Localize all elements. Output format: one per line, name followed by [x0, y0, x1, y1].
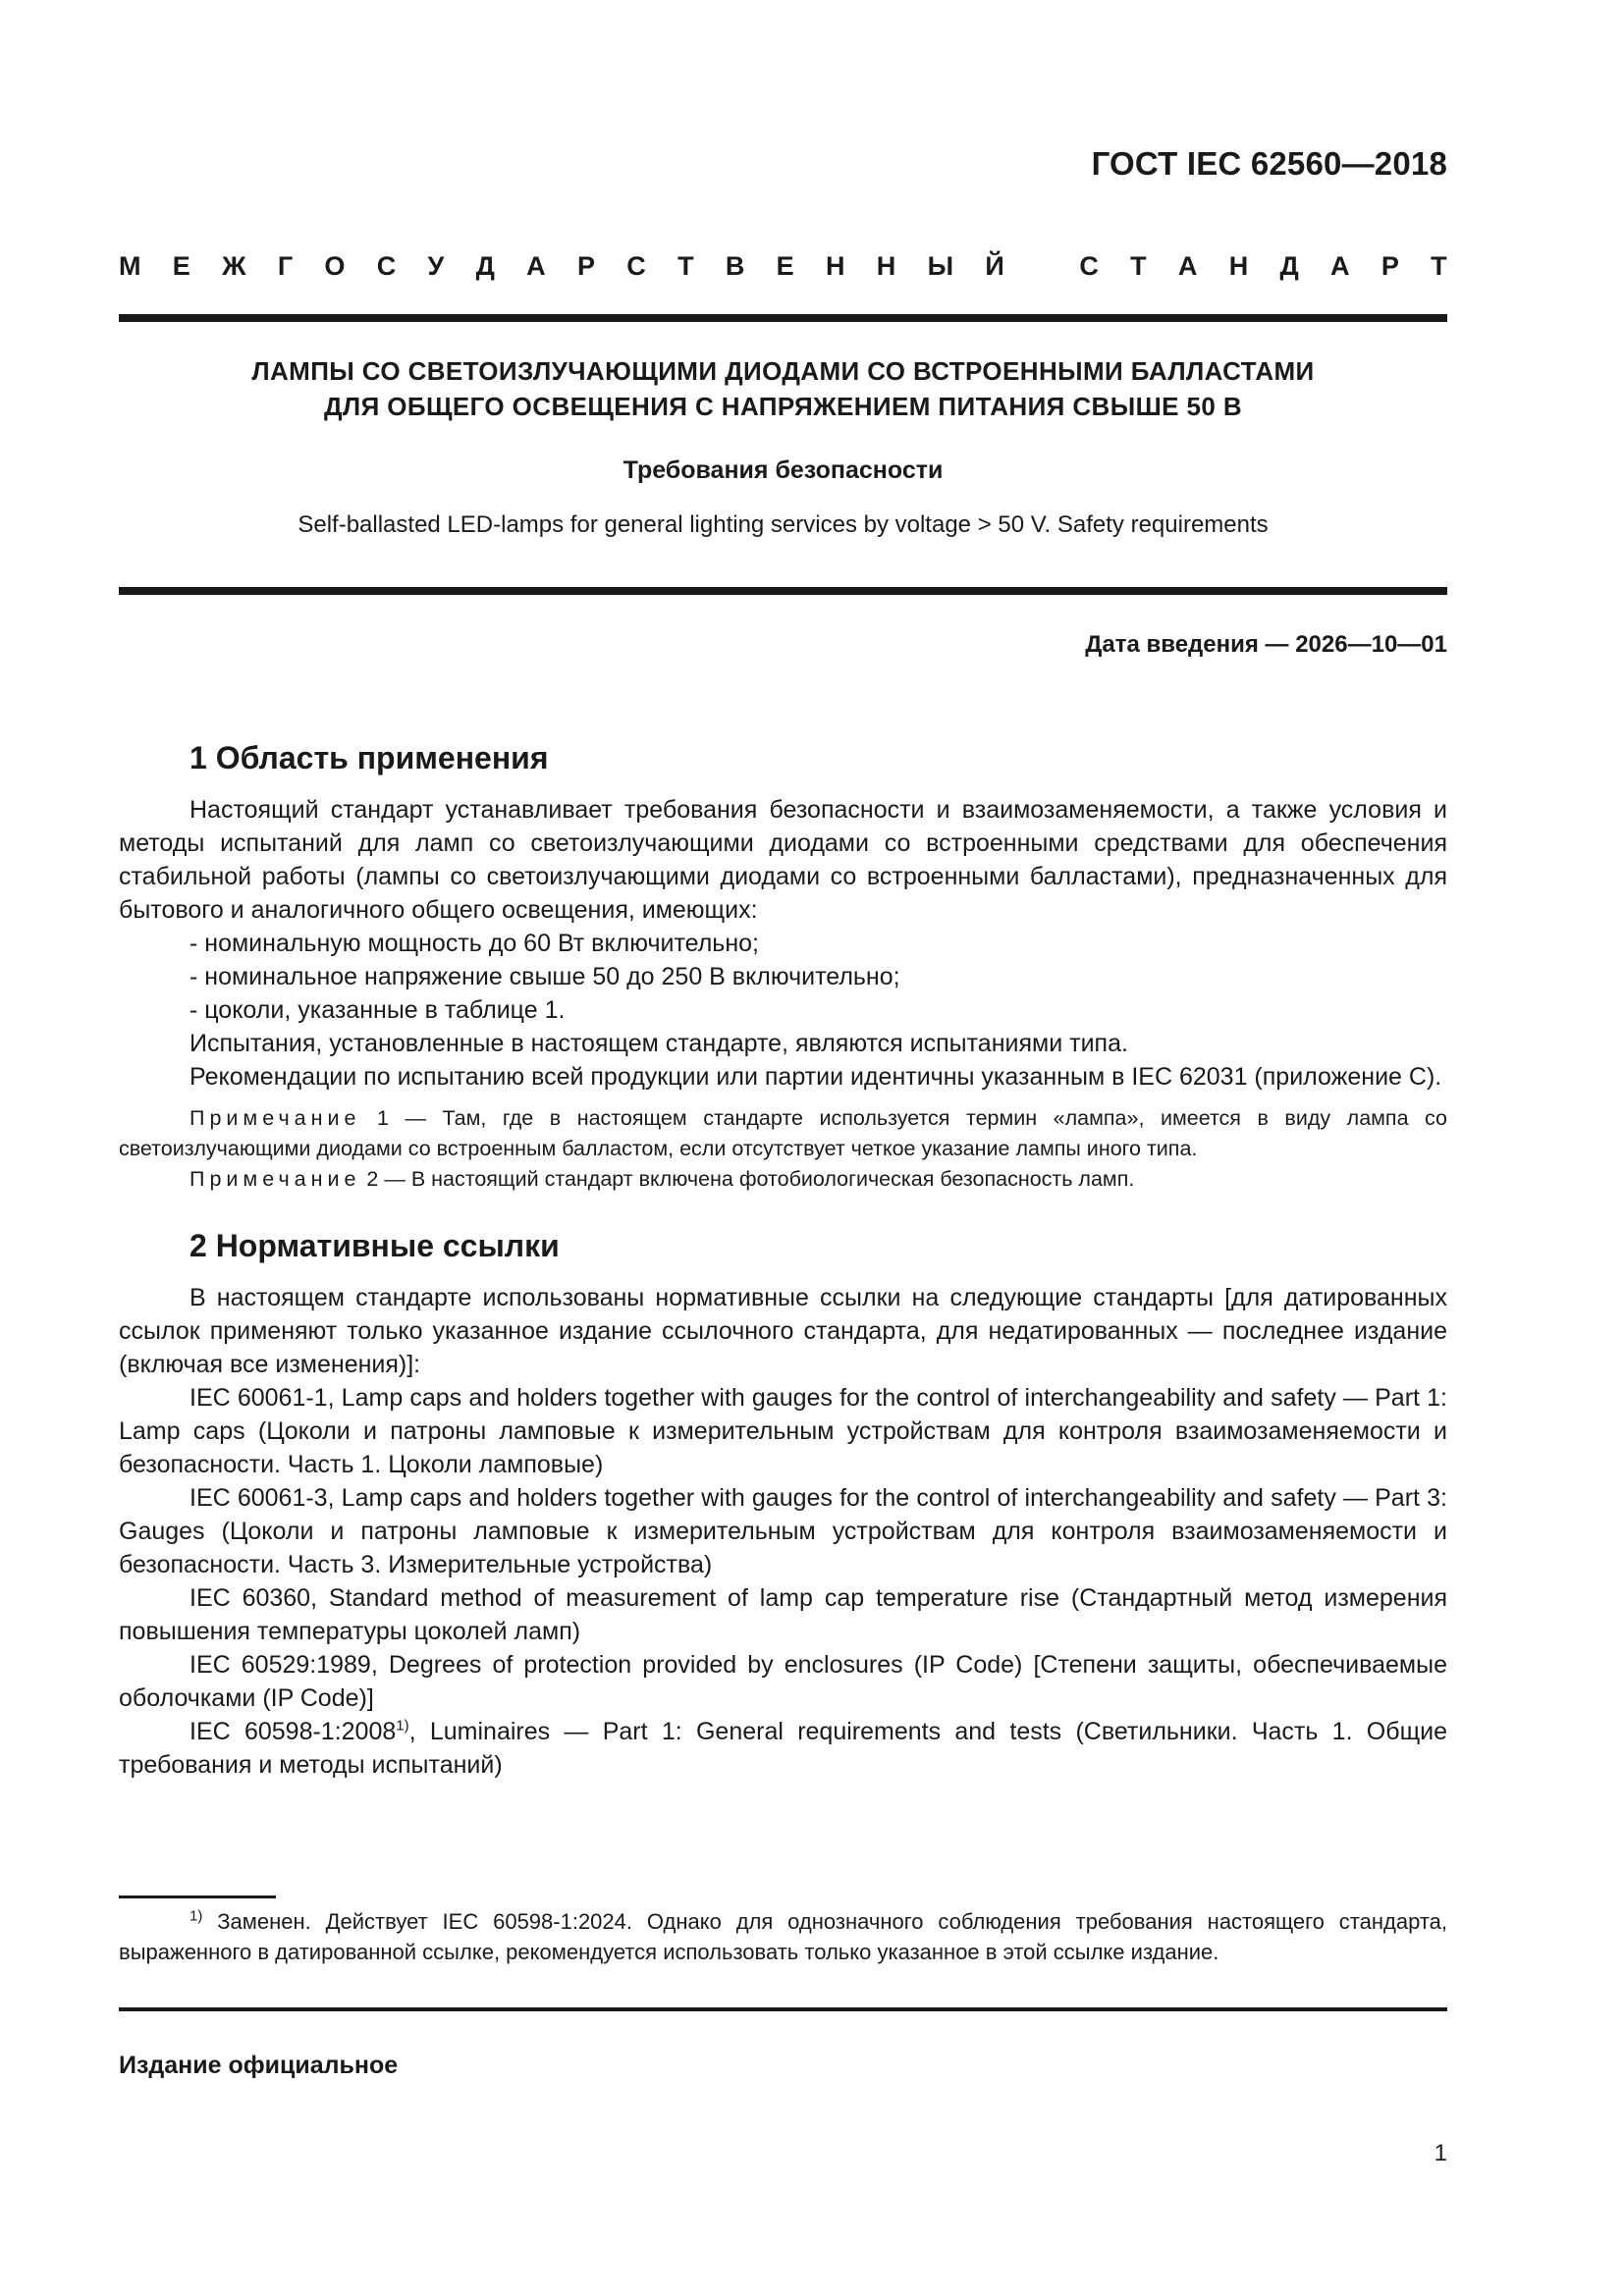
- category-letter: Р: [1380, 251, 1399, 281]
- category-letter: Р: [576, 251, 595, 281]
- introduction-date: Дата введения — 2026—10—01: [1085, 631, 1447, 658]
- section-1-paragraph-1: Настоящий стандарт устанавливает требования безопасности и взаимозаменяемости, а также условия и методы испытаний для ламп со светоизлучающими диодами со встроенными средствами для обеспечения стабильной работы (лампы со светоизлучающими диодами со встроенными балластами), предназначенных для бытового и аналогичного общего освещения, имеющих:: [119, 796, 1447, 924]
- scope-list-item: - номинальное напряжение свыше 50 до 250 В включительно;: [189, 963, 900, 990]
- title-block: [119, 353, 1447, 542]
- category-letter: Г: [277, 251, 294, 281]
- scope-list-item: - номинальную мощность до 60 Вт включительно;: [189, 930, 759, 957]
- section-1-heading: 1 Область применения: [189, 740, 549, 775]
- normative-reference: IEC 60061-1, Lamp caps and holders together with gauges for the control of interchangeability and safety — Part 1: Lamp caps (Цоколи и патроны ламповые к измерительным устройствам для контроля взаимозаменяемости и безопасности. Часть 1. Цоколи ламповые): [119, 1384, 1447, 1478]
- category-letter: Д: [1279, 251, 1299, 281]
- header-rule-bottom: [119, 587, 1447, 595]
- edition-label: Издание официальное: [119, 2052, 399, 2079]
- category-letter: Й: [985, 251, 1004, 281]
- footnote-separator: [119, 1896, 276, 1898]
- normative-reference: IEC 60529:1989, Degrees of protection provided by enclosures (IP Code) [Степени защиты, обеспечиваемые оболочками (IP Code)]: [119, 1651, 1447, 1712]
- note-label: Примечание: [189, 1106, 361, 1130]
- category-letter: Т: [677, 251, 694, 281]
- normative-reference: IEC 60061-3, Lamp caps and holders together with gauges for the control of interchangeability and safety — Part 3: Gauges (Цоколи и патроны ламповые к измерительным устройствам для контроля взаимозаменяемости и безопасности. Часть 3. Измерительные устройства): [119, 1484, 1447, 1578]
- category-letter: Т: [1431, 251, 1447, 281]
- section-1-paragraph-2: Испытания, установленные в настоящем стандарте, являются испытаниями типа.: [189, 1030, 1128, 1057]
- note-text: 1 — Там, где в настоящем стандарте используется термин «лампа», имеется в виду лампа со светоизлучающими диодами со встроенным балластом, если отсутствует четкое указание лампы иного типа.: [119, 1106, 1447, 1160]
- normative-reference: [119, 1715, 1447, 1782]
- footnote-marker: 1): [396, 1717, 409, 1735]
- note-label: Примечание: [189, 1167, 361, 1191]
- category-letter: [1036, 251, 1048, 282]
- category-letter: С: [1079, 251, 1099, 281]
- category-letter: Ы: [927, 251, 954, 281]
- category-letter: Ж: [222, 251, 246, 281]
- scope-list-item: - цоколи, указанные в таблице 1.: [189, 996, 566, 1024]
- normative-reference: IEC 60360, Standard method of measurement of lamp cap temperature rise (Стандартный метод измерения повышения температуры цоколей ламп): [119, 1584, 1447, 1645]
- footnote-text: Заменен. Действует IEC 60598-1:2024. Однако для однозначного соблюдения требования настоящего стандарта, выраженного в датированной ссылке, рекомендуется использовать только указанное в этой ссылке издание.: [119, 1909, 1447, 1964]
- standard-category: [119, 251, 1447, 282]
- reference-code: IEC 60598-1:2008: [189, 1718, 397, 1745]
- footnote: [119, 1906, 1447, 1967]
- category-letter: О: [324, 251, 346, 281]
- category-letter: С: [376, 251, 397, 281]
- document-body: [119, 736, 1447, 1782]
- note-2: [119, 1164, 1447, 1195]
- category-letter: А: [526, 251, 546, 281]
- category-letter: Е: [172, 251, 190, 281]
- category-letter: У: [427, 251, 445, 281]
- footnote-marker: 1): [189, 1907, 203, 1925]
- header-rule-top: [119, 314, 1447, 322]
- category-letter: В: [725, 251, 745, 281]
- category-letter: Н: [825, 251, 845, 281]
- section-1-paragraph-3: Рекомендации по испытанию всей продукции или партии идентичны указанным в IEC 62031 (приложение С).: [189, 1063, 1442, 1091]
- category-letter: С: [626, 251, 646, 281]
- footer-rule: [119, 2007, 1447, 2011]
- category-letter: М: [119, 251, 141, 281]
- category-letter: А: [1330, 251, 1350, 281]
- section-2-heading: 2 Нормативные ссылки: [189, 1228, 560, 1263]
- note-text: 2 — В настоящий стандарт включена фотобиологическая безопасность ламп.: [360, 1167, 1135, 1191]
- section-2-paragraph-1: В настоящем стандарте использованы нормативные ссылки на следующие стандарты [для датированных ссылок применяют только указанное издание ссылочного стандарта, для недатированных — последнее издание (включая все изменения)]:: [119, 1284, 1447, 1378]
- english-title: Self-ballasted LED-lamps for general lighting services by voltage > 50 V. Safety requirements: [298, 511, 1269, 538]
- title-line-2: ДЛЯ ОБЩЕГО ОСВЕЩЕНИЯ С НАПРЯЖЕНИЕМ ПИТАНИЯ СВЫШЕ 50 В: [324, 392, 1242, 421]
- category-letter: Д: [475, 251, 495, 281]
- document-subtitle: Требования безопасности: [623, 456, 944, 484]
- category-letter: Е: [776, 251, 794, 281]
- category-letter: А: [1177, 251, 1198, 281]
- title-line-1: ЛАМПЫ СО СВЕТОИЗЛУЧАЮЩИМИ ДИОДАМИ СО ВСТРОЕННЫМИ БАЛЛАСТАМИ: [251, 356, 1315, 386]
- document-code: ГОСТ IEC 62560—2018: [1091, 145, 1447, 182]
- category-letter: Н: [876, 251, 896, 281]
- category-letter: Н: [1228, 251, 1249, 281]
- page-number: 1: [1434, 2140, 1447, 2166]
- category-letter: Т: [1130, 251, 1147, 281]
- note-1: [119, 1103, 1447, 1164]
- reference-title: , Luminaires — Part 1: General requirements and tests (Светильники. Часть 1. Общие требования и методы испытаний): [119, 1718, 1448, 1779]
